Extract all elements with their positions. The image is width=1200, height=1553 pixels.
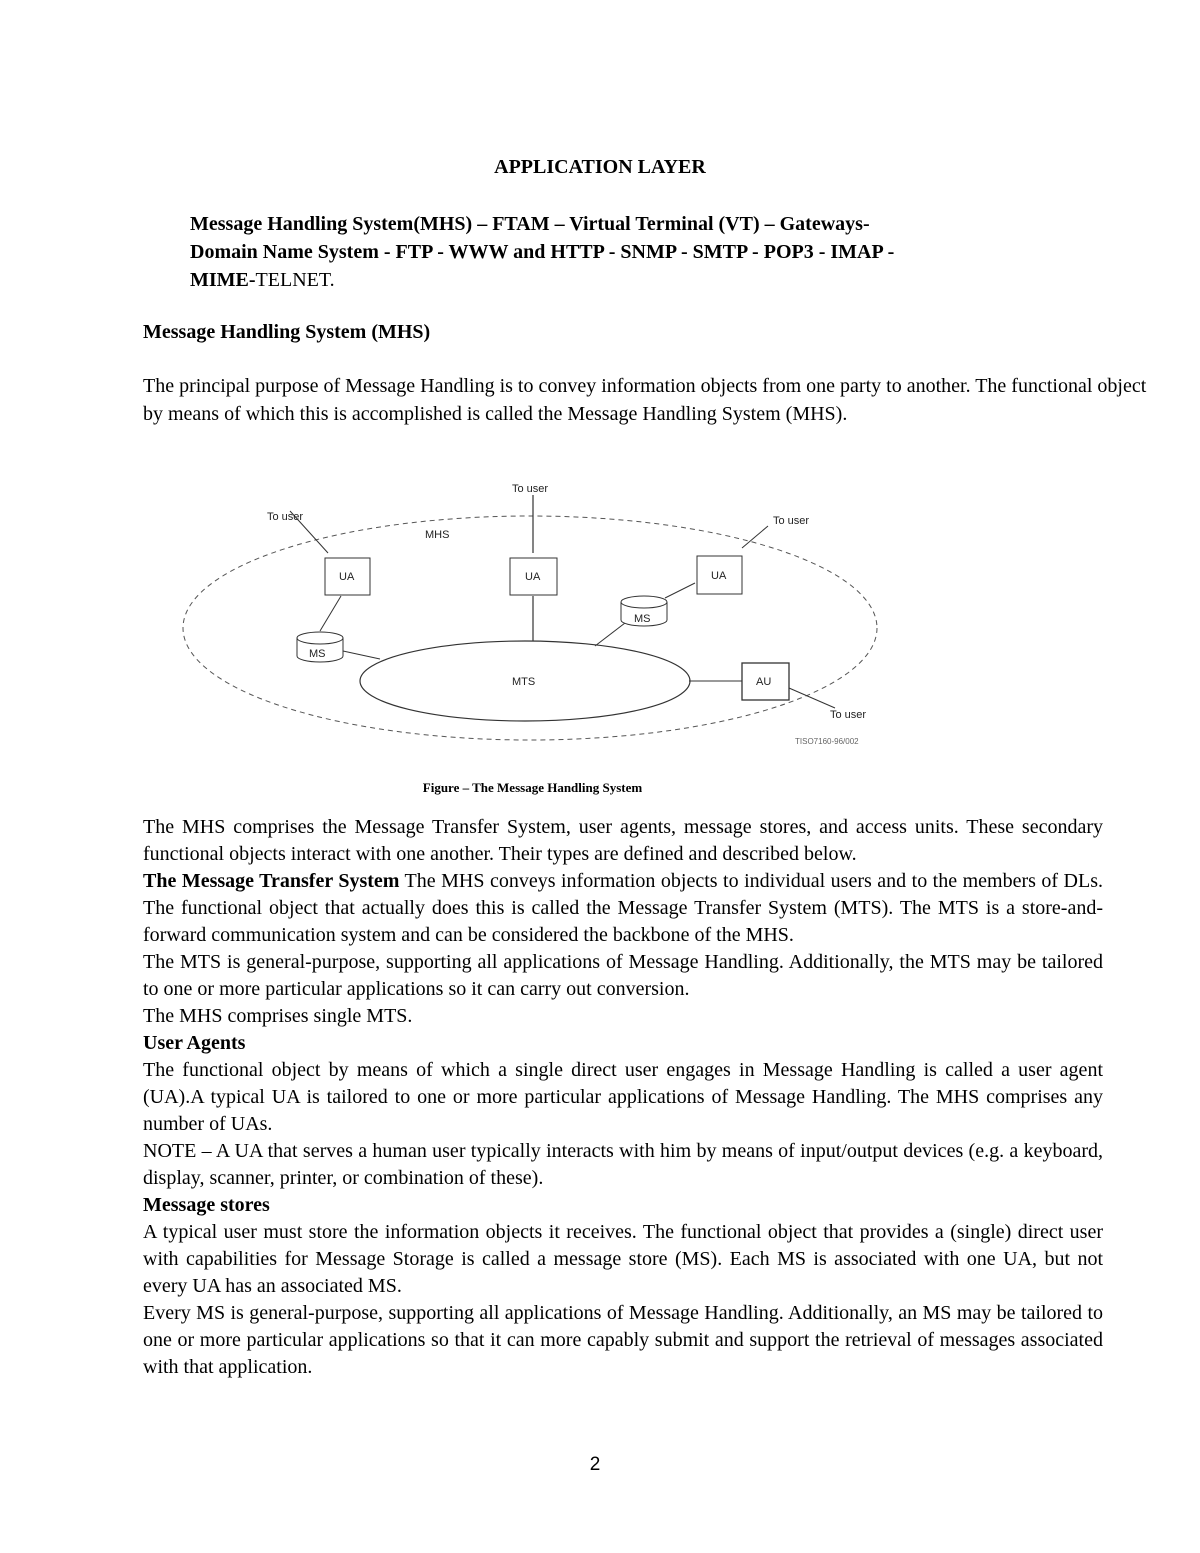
paragraph (143, 1300, 1103, 1381)
paragraph (143, 868, 1103, 949)
section-heading-mhs: Message Handling System (MHS) (143, 321, 431, 343)
figure-code-label: TISO7160-96/002 (795, 737, 859, 746)
ua-left-label: UA (339, 571, 355, 583)
topic-line-3 (190, 266, 1090, 294)
ua-center-label: UA (525, 571, 541, 583)
paragraph (143, 949, 1103, 1003)
body-text (143, 814, 1103, 1381)
topic-line-1: Message Handling System(MHS) – FTAM – Virtual Terminal (VT) – Gateways- (190, 213, 870, 235)
paragraph (143, 1219, 1103, 1300)
to-user-right-label: To user (773, 515, 810, 527)
section-heading-user-agents: User Agents (143, 1032, 246, 1054)
paragraph-text: Every MS is general-purpose, supporting all applications of Message Handling. Additionally, an MS may be tailored to one or more particular applications so that it can more capably submit and support the retrieval of messages associated with that application. (143, 1302, 1103, 1378)
paragraph-text: The MHS conveys information objects to individual users and to the members of DLs. The functional object that actually does this is called the Message Transfer System (MTS). The MTS is a store-and-forward communication system and can be considered the backbone of the MHS. (143, 870, 1103, 946)
ua-right-label: UA (711, 570, 727, 582)
mhs-label: MHS (425, 529, 450, 541)
paragraph (143, 1138, 1103, 1192)
page-title: APPLICATION LAYER (494, 156, 706, 178)
mts-label: MTS (512, 676, 536, 688)
topic-list (190, 210, 1090, 294)
connector-ua-right-user (742, 526, 768, 548)
ms-left-label: MS (309, 648, 326, 660)
topic-line-3-bold: MIME- (190, 269, 256, 291)
to-user-bottom-label: To user (830, 709, 867, 721)
paragraph (143, 1003, 1103, 1030)
section-heading-message-stores: Message stores (143, 1194, 270, 1216)
connector-ua-left-ms (320, 596, 341, 631)
paragraph-text: The MTS is general-purpose, supporting all applications of Message Handling. Additionally, the MTS may be tailored to one or more particular applications so it can carry out conversion. (143, 951, 1103, 1000)
intro-paragraph: The principal purpose of Message Handling is to convey information objects from one party to another. The functional object by means of which this is accomplished is called the Message Handling System (MHS). (143, 375, 1147, 425)
to-user-left-label: To user (267, 511, 304, 523)
paragraph-text: A typical user must store the information objects it receives. The functional object that provides a (single) direct user with capabilities for Message Storage is called a message store (MS). Each MS is associated with one UA, but not every UA has an associated MS. (143, 1221, 1103, 1297)
figure-caption: Figure – The Message Handling System (422, 780, 643, 795)
connector-au-user (789, 688, 835, 708)
topic-line-2: Domain Name System - FTP - WWW and HTTP - SNMP - SMTP - POP3 - IMAP - (190, 241, 895, 263)
paragraph (143, 814, 1103, 868)
connector-ms-left-mts (343, 651, 380, 659)
paragraph-text: The MHS comprises the Message Transfer System, user agents, message stores, and access units. These secondary functional objects interact with one another. Their types are defined and described below. (143, 816, 1103, 865)
paragraph-text: The functional object by means of which a single direct user engages in Message Handling is called a user agent (UA).A typical UA is tailored to one or more particular applications of Message Handling. The MHS comprises any number of UAs. (143, 1059, 1103, 1135)
paragraph-text: The MHS comprises single MTS. (143, 1005, 413, 1027)
connector-ms-right-mts (595, 623, 625, 646)
connector-ua-right-ms (665, 583, 695, 598)
section-heading-mts: The Message Transfer System (143, 870, 400, 892)
page-number: 2 (589, 1454, 601, 1475)
paragraph (143, 1057, 1103, 1138)
topic-line-3-rest: TELNET. (255, 269, 335, 291)
mhs-diagram (175, 478, 895, 753)
paragraph-text: NOTE – A UA that serves a human user typically interacts with him by means of input/output devices (e.g. a keyboard, display, scanner, printer, or combination of these). (143, 1140, 1103, 1189)
au-label: AU (756, 676, 772, 688)
ms-right-label: MS (634, 613, 651, 625)
to-user-top-label: To user (512, 483, 549, 495)
